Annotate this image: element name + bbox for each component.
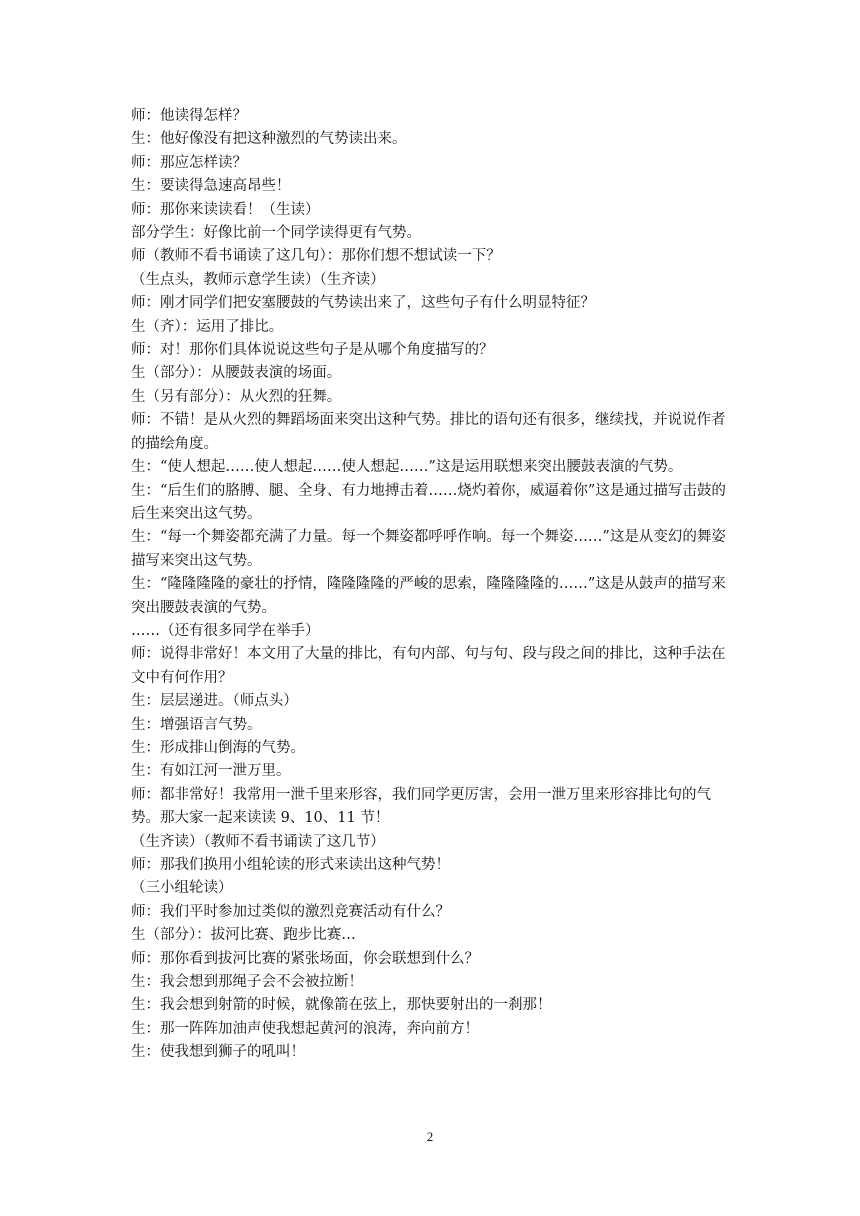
text-line: 生：形成排山倒海的气势。 bbox=[131, 739, 305, 756]
text-line: 生：有如江河一泄万里。 bbox=[131, 763, 291, 780]
text-line: 生：他好像没有把这种激烈的气势读出来。 bbox=[131, 131, 407, 148]
text-line: 生：要读得急速高昂些！ bbox=[131, 178, 291, 195]
text-line: 生：层层递进。（师点头） bbox=[131, 693, 298, 710]
text-line: 生（另有部分）：从火烈的狂舞。 bbox=[131, 388, 342, 405]
text-line: 师：那应怎样读？ bbox=[131, 154, 247, 171]
text-line: 生（部分）：拔河比赛、跑步比赛… bbox=[131, 927, 356, 944]
text-line: 生：我会想到射箭的时候，就像箭在弦上，那快要射出的一刹那！ bbox=[131, 997, 552, 1014]
text-line: （生点头，教师示意学生读）（生齐读） bbox=[131, 271, 385, 288]
text-paragraph: 生：“隆隆隆隆的豪壮的抒情，隆隆隆隆的严峻的思索，隆隆隆隆的……”这是从鼓声的描写来突出腰鼓表演的气势。 bbox=[131, 576, 726, 616]
text-line: 生（部分）：从腰鼓表演的场面。 bbox=[131, 365, 342, 382]
text-line: 生：我会想到那绳子会不会被拉断！ bbox=[131, 974, 363, 991]
text-line: 师：那你来读读看！（生读） bbox=[131, 201, 320, 218]
text-line: （生齐读）（教师不看书诵读了这几节） bbox=[131, 833, 385, 850]
text-paragraph: 师：都非常好！我常用一泄千里来形容，我们同学更厉害，会用一泄万里来形容排比句的气势。那大家一起来读读 9、10、11 节！ bbox=[131, 786, 711, 827]
text-paragraph: 师：说得非常好！本文用了大量的排比，有句内部、句与句、段与段之间的排比，这种手法在文中有何作用？ bbox=[131, 646, 726, 686]
text-line: ……（还有很多同学在举手） bbox=[131, 622, 320, 639]
text-line: 生：“使人想起……使人想起……使人想起……”这是运用联想来突出腰鼓表演的气势。 bbox=[131, 459, 683, 476]
text-line: 生（齐）：运用了排比。 bbox=[131, 318, 284, 335]
text-line: 师：他读得怎样？ bbox=[131, 108, 247, 124]
text-line: 师：刚才同学们把安塞腰鼓的气势读出来了，这些句子有什么明显特征？ bbox=[131, 295, 595, 312]
transcript-body bbox=[131, 105, 731, 1065]
text-line: 师（教师不看书诵读了这几句）：那你们想不想试读一下？ bbox=[131, 248, 501, 265]
text-line: 师：那我们换用小组轮读的形式来读出这种气势！ bbox=[131, 857, 450, 873]
text-paragraph: 生：“每一个舞姿都充满了力量。每一个舞姿都呼呼作响。每一个舞姿……”这是从变幻的舞姿描写来突出这气势。 bbox=[131, 529, 726, 569]
page-number: 2 bbox=[426, 1129, 434, 1144]
text-line: 生：那一阵阵加油声使我想起黄河的浪涛，奔向前方！ bbox=[131, 1020, 479, 1037]
text-line: 部分学生：好像比前一个同学读得更有气势。 bbox=[131, 225, 421, 242]
text-line: 师：对！那你们具体说说这些句子是从哪个角度描写的？ bbox=[131, 342, 494, 359]
text-line: （三小组轮读） bbox=[131, 880, 233, 897]
text-paragraph: 师：不错！是从火烈的舞蹈场面来突出这种气势。排比的语句还有很多，继续找，并说说作者的描绘角度。 bbox=[131, 412, 726, 452]
text-line: 生：增强语言气势。 bbox=[131, 716, 262, 733]
text-line: 生：使我想到狮子的吼叫！ bbox=[131, 1044, 305, 1061]
text-paragraph: 生：“后生们的胳膊、腿、全身、有力地搏击着……烧灼着你，威逼着你”这是通过描写击鼓的后生来突出这气势。 bbox=[131, 482, 726, 522]
text-line: 师：我们平时参加过类似的激烈竞赛活动有什么？ bbox=[131, 903, 450, 920]
text-line: 师：那你看到拔河比赛的紧张场面，你会联想到什么？ bbox=[131, 950, 479, 967]
